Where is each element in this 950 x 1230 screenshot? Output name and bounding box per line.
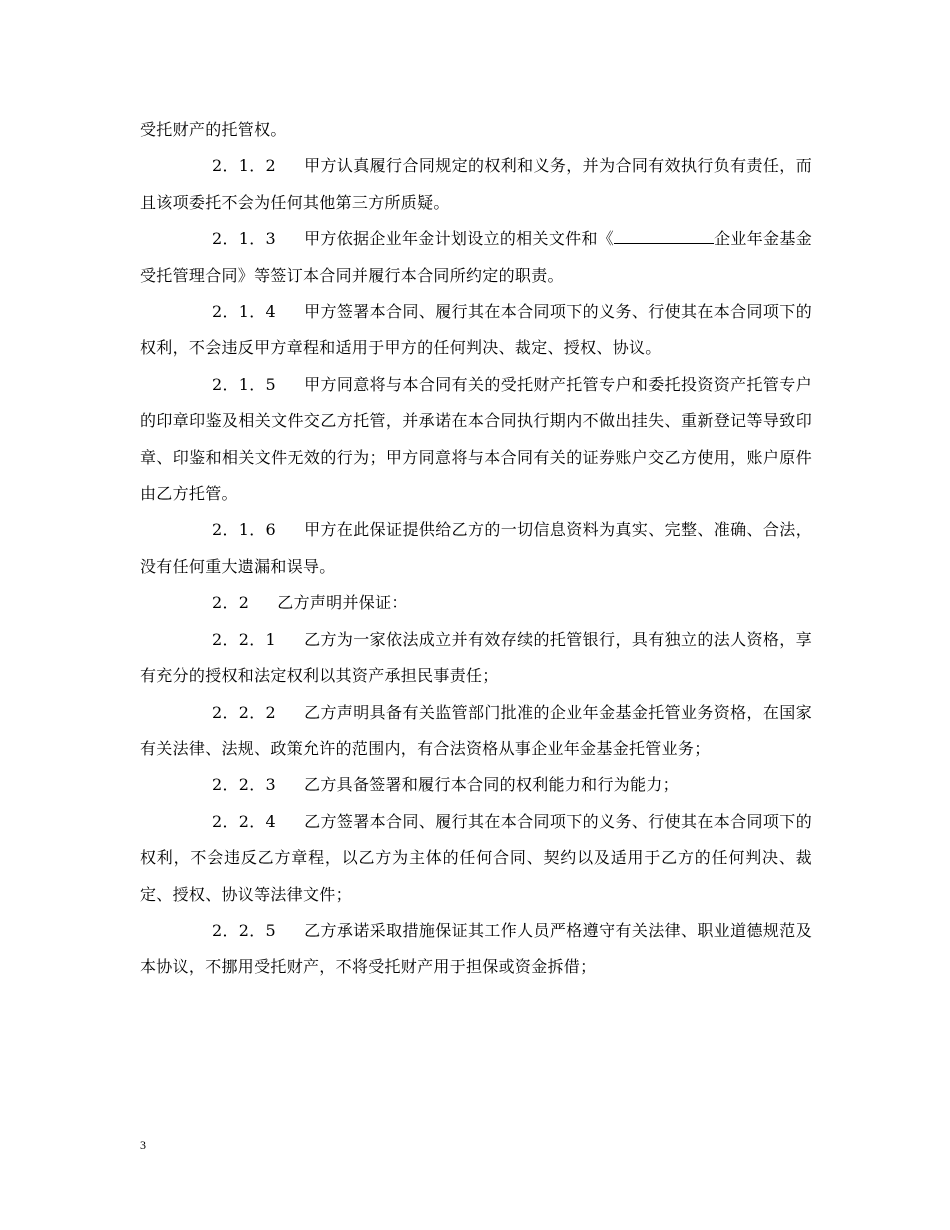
clause-text: 甲方同意将与本合同有关的受托财产托管专户和委托投资资产托管专户的印章印鉴及相关文件交乙方托管，并承诺在本合同执行期内不做出挂失、重新登记等导致印章、印鉴和相关文件无效的行为；甲方同意将与本合同有关的证券账户交乙方使用，账户原件由乙方托管。 <box>140 374 812 504</box>
clause-text: 乙方签署本合同、履行其在本合同项下的义务、行使其在本合同项下的权利，不会违反乙方章程，以乙方为主体的任何合同、契约以及适用于乙方的任何判决、裁定、授权、协议等法律文件； <box>140 811 812 904</box>
clause-2-2-3 <box>140 767 812 803</box>
clause-2-1-6 <box>140 512 812 585</box>
document-body <box>140 112 812 986</box>
paragraph-text: 受托财产的托管权。 <box>140 120 287 139</box>
clause-text: 甲方认真履行合同规定的权利和义务，并为合同有效执行负有责任，而且该项委托不会为任何其他第三方所质疑。 <box>140 156 812 212</box>
clause-number: 2．2．2 <box>212 702 277 722</box>
clause-2-1-2 <box>140 148 812 221</box>
clause-2-1-5 <box>140 367 812 513</box>
paragraph-continuation <box>140 112 812 148</box>
clause-2-2-2 <box>140 695 812 768</box>
clause-text: 乙方承诺采取措施保证其工作人员严格遵守有关法律、职业道德规范及本协议，不挪用受托财产，不将受托财产用于担保或资金拆借； <box>140 920 812 977</box>
clause-number: 2．2 <box>212 593 250 613</box>
clause-2-2-1 <box>140 622 812 695</box>
clause-text: 乙方具备签署和履行本合同的权利能力和行为能力； <box>304 775 679 795</box>
clause-number: 2．1．6 <box>212 520 277 540</box>
clause-number: 2．1．5 <box>212 374 277 394</box>
clause-text: 甲方在此保证提供给乙方的一切信息资料为真实、完整、准确、合法，没有任何重大遗漏和误导。 <box>140 520 812 576</box>
clause-number: 2．2．3 <box>212 775 277 795</box>
clause-number: 2．2．4 <box>212 811 277 831</box>
clause-text-after-blank: 企业年金基金受托管理合同》等签订本合同并履行本合同所约定的职责。 <box>140 229 812 285</box>
clause-text: 乙方声明具备有关监管部门批准的企业年金基金托管业务资格，在国家有关法律、法规、政策允许的范围内，有合法资格从事企业年金基金托管业务； <box>140 702 812 758</box>
clause-2-2-4 <box>140 804 812 913</box>
clause-text: 甲方签署本合同、履行其在本合同项下的义务、行使其在本合同项下的权利，不会违反甲方章程和适用于甲方的任何判决、裁定、授权、协议。 <box>140 302 812 358</box>
clause-number: 2．2．5 <box>212 920 277 940</box>
clause-text-before-blank: 甲方依据企业年金计划设立的相关文件和《 <box>304 229 615 249</box>
clause-2-1-3 <box>140 221 812 294</box>
clause-2-2 <box>140 585 812 621</box>
clause-number: 2．2．1 <box>212 629 277 649</box>
clause-number: 2．1．4 <box>212 302 277 322</box>
clause-text: 乙方为一家依法成立并有效存续的托管银行，具有独立的法人资格，享有充分的授权和法定权利以其资产承担民事责任； <box>140 629 812 686</box>
clause-2-2-5 <box>140 913 812 986</box>
clause-2-1-4 <box>140 294 812 367</box>
page-number: 3 <box>140 1138 146 1152</box>
fill-in-blank <box>614 229 714 244</box>
clause-number: 2．1．3 <box>212 229 277 249</box>
clause-text: 乙方声明并保证： <box>277 593 408 613</box>
clause-number: 2．1．2 <box>212 156 277 176</box>
